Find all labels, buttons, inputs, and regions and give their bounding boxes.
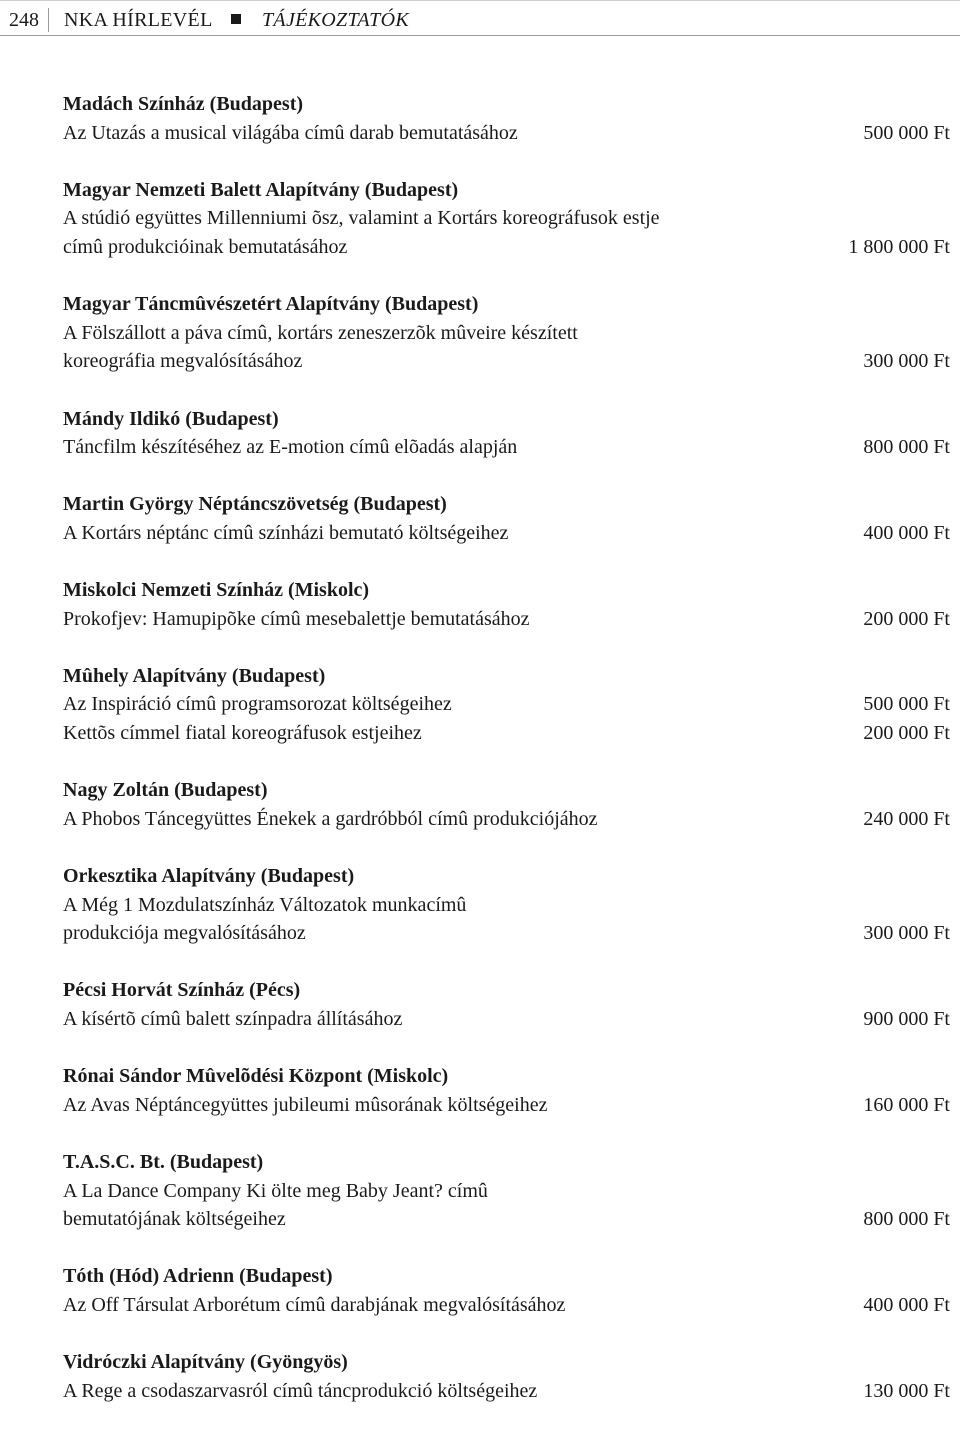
grant-amount: 160 000 Ft [863, 1093, 950, 1116]
grant-purpose-text: A Fölszállott a páva címû, kortárs zeneszerzõk mûveire készített [63, 321, 578, 344]
grant-entry [63, 1348, 950, 1405]
grant-entry [63, 862, 950, 948]
grant-purpose-line [63, 891, 950, 920]
grant-recipient: Martin György Néptáncszövetség (Budapest) [63, 493, 447, 516]
grant-purpose-line [63, 1377, 950, 1406]
grant-purpose-line [63, 433, 950, 462]
grant-list [63, 90, 950, 1434]
page-number: 248 [0, 8, 49, 32]
grant-amount: 130 000 Ft [863, 1379, 950, 1402]
grant-purpose-line [63, 119, 950, 148]
grant-amount: 200 000 Ft [863, 722, 950, 745]
grant-recipient: T.A.S.C. Bt. (Budapest) [63, 1150, 264, 1173]
grant-entry [63, 90, 950, 147]
grant-entry [63, 176, 950, 262]
grant-purpose-line [63, 519, 950, 548]
grant-amount: 200 000 Ft [863, 607, 950, 630]
grant-purpose-text: bemutatójának költségeihez [63, 1208, 286, 1231]
grant-recipient: Magyar Táncmûvészetért Alapítvány (Budapest) [63, 293, 479, 316]
grant-purpose-text: A kísértõ címû balett színpadra állításához [63, 1008, 403, 1030]
grant-amount: 400 000 Ft [863, 521, 950, 544]
grant-purpose-line [63, 1091, 950, 1120]
grant-entry [63, 1148, 950, 1234]
grant-recipient: Nagy Zoltán (Budapest) [63, 779, 268, 802]
grant-purpose-text: Az Avas Néptáncegyüttes jubileumi mûsorának költségeihez [63, 1093, 548, 1116]
grant-entry [63, 290, 950, 376]
grant-entry [63, 576, 950, 633]
grant-recipient: Miskolci Nemzeti Színház (Miskolc) [63, 579, 370, 602]
grant-entry [63, 776, 950, 833]
grant-recipient: Orkesztika Alapítvány (Budapest) [63, 865, 355, 888]
square-bullet-icon [231, 14, 241, 24]
grant-purpose-text: Az Utazás a musical világába címû darab bemutatásához [63, 121, 518, 144]
grant-purpose-text: produkciója megvalósításához [63, 922, 306, 945]
grant-purpose-text: A Kortárs néptánc címû színházi bemutató költségeihez [63, 521, 509, 544]
grant-amount: 800 000 Ft [863, 1208, 950, 1231]
grant-recipient: Magyar Nemzeti Balett Alapítvány (Budapest) [63, 178, 459, 201]
grant-purpose-line [63, 1005, 950, 1034]
grant-purpose-line [63, 204, 950, 233]
grant-entry [63, 976, 950, 1033]
grant-purpose-line [63, 919, 950, 948]
grant-amount: 900 000 Ft [863, 1008, 950, 1030]
grant-purpose-text: Kettõs címmel fiatal koreográfusok estjeihez [63, 722, 422, 745]
grant-purpose-line [63, 719, 950, 748]
grant-recipient: Rónai Sándor Mûvelõdési Központ (Miskolc) [63, 1065, 449, 1088]
grant-purpose-line [63, 347, 950, 376]
grant-purpose-line [63, 233, 950, 262]
grant-purpose-text: A stúdió együttes Millenniumi õsz, valamint a Kortárs koreográfusok estje [63, 207, 660, 230]
grant-amount: 400 000 Ft [863, 1293, 950, 1316]
grant-amount: 1 800 000 Ft [848, 235, 950, 258]
grant-purpose-text: A Rege a csodaszarvasról címû táncprodukció költségeihez [63, 1379, 538, 1402]
section-title: TÁJÉKOZTATÓK [262, 9, 409, 31]
grant-amount: 500 000 Ft [863, 693, 950, 716]
grant-purpose-line [63, 1291, 950, 1320]
grant-purpose-text: A Phobos Táncegyüttes Énekek a gardróbból címû produkciójához [63, 807, 598, 830]
grant-amount: 240 000 Ft [863, 807, 950, 830]
grant-purpose-text: koreográfia megvalósításához [63, 350, 303, 373]
grant-amount: 500 000 Ft [863, 121, 950, 144]
grant-entry [63, 1262, 950, 1319]
grant-purpose-line [63, 319, 950, 348]
page-header [0, 0, 960, 36]
grant-entry [63, 662, 950, 748]
grant-purpose-line [63, 1205, 950, 1234]
grant-purpose-line [63, 1177, 950, 1206]
grant-entry [63, 490, 950, 547]
grant-amount: 300 000 Ft [863, 922, 950, 945]
grant-purpose-text: Táncfilm készítéséhez az E-motion címû elõadás alapján [63, 436, 518, 459]
journal-title: NKA HÍRLEVÉL [64, 9, 213, 31]
grant-entry [63, 1062, 950, 1119]
grant-purpose-line [63, 805, 950, 834]
grant-purpose-text: címû produkcióinak bemutatásához [63, 235, 348, 258]
grant-recipient: Vidróczki Alapítvány (Gyöngyös) [63, 1351, 348, 1374]
grant-purpose-text: Az Inspiráció címû programsorozat költségeihez [63, 693, 452, 716]
grant-amount: 800 000 Ft [863, 436, 950, 459]
grant-purpose-text: Prokofjev: Hamupipõke címû mesebalettje bemutatásához [63, 607, 530, 630]
grant-purpose-text: A La Dance Company Ki ölte meg Baby Jeant? címû [63, 1179, 488, 1202]
grant-recipient: Pécsi Horvát Színház (Pécs) [63, 979, 301, 1002]
grant-recipient: Mûhely Alapítvány (Budapest) [63, 664, 326, 687]
grant-purpose-line [63, 605, 950, 634]
grant-purpose-line [63, 690, 950, 719]
grant-entry [63, 405, 950, 462]
grant-amount: 300 000 Ft [863, 350, 950, 373]
grant-recipient: Madách Színház (Budapest) [63, 93, 304, 115]
grant-recipient: Tóth (Hód) Adrienn (Budapest) [63, 1265, 333, 1288]
grant-purpose-text: A Még 1 Mozdulatszínház Változatok munkacímû [63, 893, 467, 916]
grant-recipient: Mándy Ildikó (Budapest) [63, 407, 279, 430]
grant-purpose-text: Az Off Társulat Arborétum címû darabjának megvalósításához [63, 1293, 566, 1316]
